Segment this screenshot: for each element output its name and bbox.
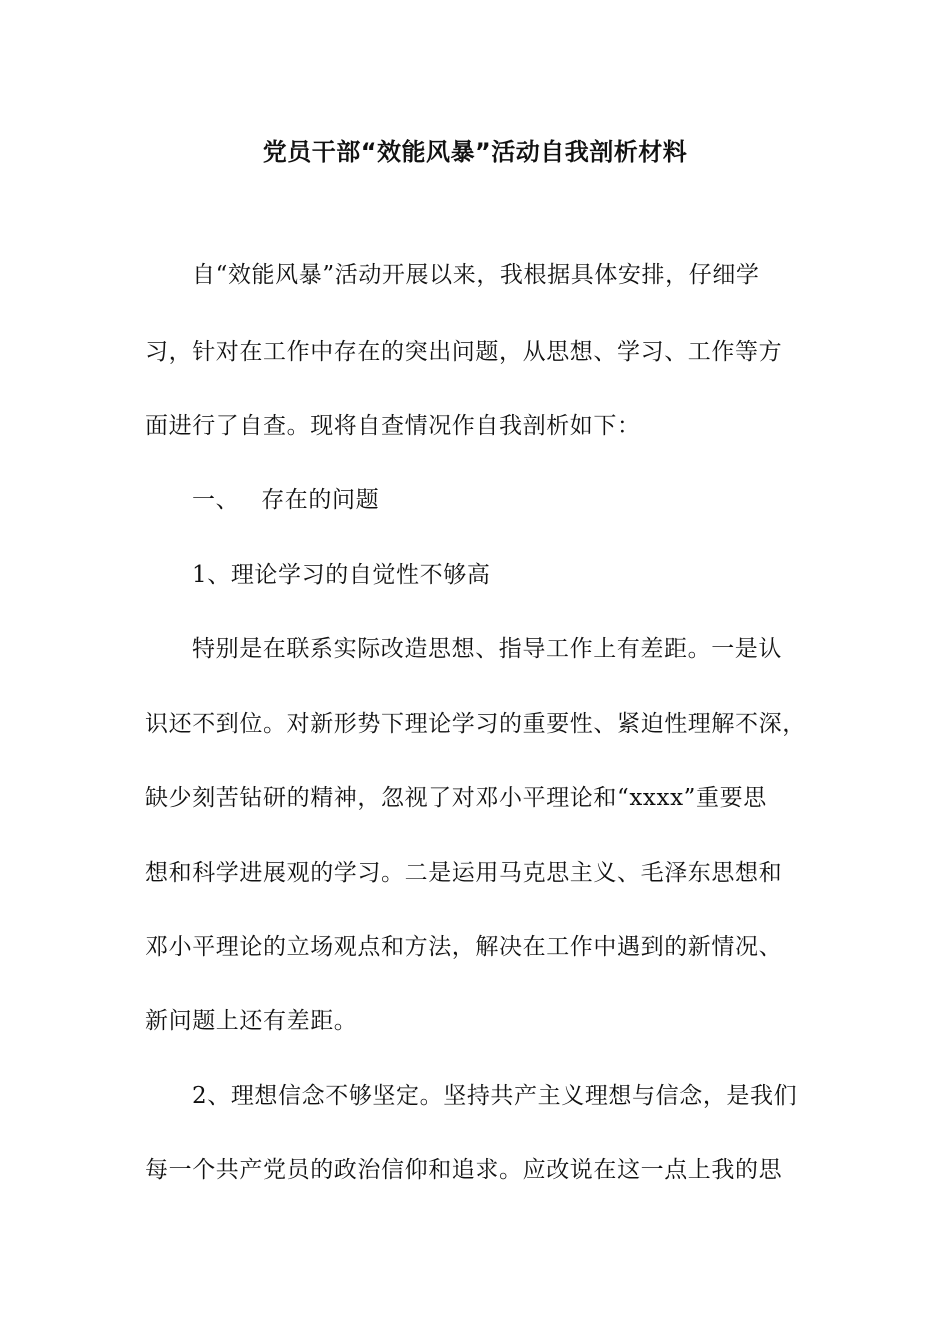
paragraph-line: 邓小平理论的立场观点和方法，解决在工作中遇到的新情况、 bbox=[145, 934, 783, 960]
paragraph-line: 特别是在联系实际改造思想、指导工作上有差距。一是认 bbox=[192, 636, 782, 662]
section-number: 一、 bbox=[192, 487, 240, 513]
paragraph-line: 识还不到位。对新形势下理论学习的重要性、紧迫性理解不深， bbox=[145, 711, 806, 737]
paragraph-line: 自“效能风暴”活动开展以来，我根据具体安排，仔细学 bbox=[192, 262, 760, 288]
subheading: 1、理论学习的自觉性不够高 bbox=[192, 562, 491, 588]
paragraph-line: 新问题上还有差距。 bbox=[145, 1008, 358, 1034]
paragraph-line: 缺少刻苦钻研的精神，忽视了对邓小平理论和“xxxx”重要思 bbox=[145, 785, 767, 811]
document-title: 党员干部“效能风暴”活动自我剖析材料 bbox=[262, 138, 688, 166]
paragraph-line: 面进行了自查。现将自查情况作自我剖析如下： bbox=[145, 413, 641, 439]
paragraph-line: 想和科学进展观的学习。二是运用马克思主义、毛泽东思想和 bbox=[145, 860, 783, 886]
paragraph-line: 每一个共产党员的政治信仰和追求。应改说在这一点上我的思 bbox=[145, 1157, 783, 1183]
section-heading bbox=[192, 482, 872, 518]
paragraph-line: 2、理想信念不够坚定。坚持共产主义理想与信念，是我们 bbox=[192, 1083, 798, 1109]
section-heading-text: 存在的问题 bbox=[261, 487, 380, 513]
paragraph-line: 习，针对在工作中存在的突出问题，从思想、学习、工作等方 bbox=[145, 339, 783, 365]
